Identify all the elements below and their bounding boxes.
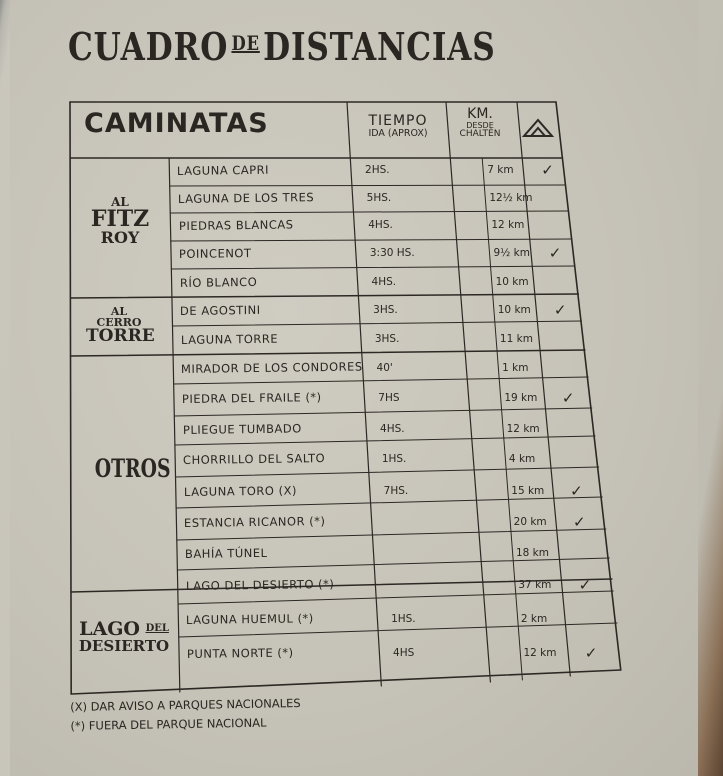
trail-km: 9½ km: [493, 247, 530, 259]
trail-time: 3HS.: [374, 333, 400, 345]
group-fitz-roy: [88, 196, 152, 246]
trail-name: BAHÍA TÚNEL: [184, 545, 268, 561]
trail-name: POINCENOT: [178, 245, 252, 261]
title-connector: DE: [231, 31, 260, 55]
header-km-sub1: DESDE: [466, 120, 494, 130]
row-line: [174, 377, 589, 384]
trail-time: 7HS.: [383, 484, 409, 497]
trail-km: 12 km: [506, 422, 540, 435]
trail-name: LAGUNA TORO (X): [183, 482, 297, 499]
campsite-check: ✓: [548, 244, 562, 262]
group-fitz-roy-line2: FITZ: [90, 206, 150, 232]
trail-time: 3:30 HS.: [369, 247, 415, 259]
trail-name: PLIEGUE TUMBADO: [182, 420, 302, 437]
trail-km: 15 km: [511, 484, 545, 497]
trail-name: MIRADOR DE LOS CONDORES: [181, 359, 364, 376]
row-line: [170, 211, 568, 213]
trail-km: 12 km: [523, 646, 557, 659]
trail-km: 20 km: [513, 516, 547, 528]
header-tiempo: [352, 114, 444, 139]
header-km: [446, 107, 514, 140]
header-tiempo-sub: IDA (APROX): [368, 127, 428, 139]
trail-name: ESTANCIA RICANOR (*): [184, 514, 326, 530]
group-cerro-torre-line2: CERRO: [96, 316, 142, 329]
trail-name: LAGUNA CAPRI: [177, 162, 270, 178]
trail-time: 4HS.: [371, 275, 397, 288]
row-line: [172, 321, 581, 326]
footnote-x: (X) DAR AVISO A PARQUES NACIONALES: [70, 695, 301, 714]
trail-km: 19 km: [504, 392, 538, 404]
tent-icon-shape: [524, 120, 552, 136]
trail-km: 2 km: [520, 612, 548, 625]
trail-km: 12½ km: [489, 191, 533, 204]
row-line: [178, 591, 613, 604]
header-caminatas: [84, 110, 269, 138]
row-line: [174, 408, 592, 416]
group-otros-line1: OTROS: [94, 454, 171, 483]
trail-name: RÍO BLANCO: [179, 274, 257, 290]
campsite-check: ✓: [572, 513, 586, 531]
group-fitz-roy-line3: ROY: [100, 228, 140, 247]
group-cerro-torre: [86, 305, 155, 346]
trail-name: LAGUNA TORRE: [180, 331, 278, 347]
trail-name: DE AGOSTINI: [180, 302, 261, 318]
header-km-label: KM.: [467, 106, 493, 122]
trail-time: 40': [376, 362, 393, 374]
trail-time: 7HS: [378, 392, 400, 404]
group-lago-line2: DESIERTO: [78, 637, 170, 655]
trail-name: PIEDRAS BLANCAS: [178, 217, 294, 233]
table-left-border: [70, 102, 71, 694]
row-line: [176, 467, 599, 477]
trail-time: 4HS.: [368, 219, 393, 231]
campsite-check: ✓: [584, 643, 598, 662]
campsite-check: ✓: [553, 301, 567, 319]
trail-name: LAGUNA HUEMUL (*): [186, 610, 315, 627]
trail-time: 2HS.: [365, 164, 390, 176]
footnotes: [70, 694, 301, 736]
trail-name: CHORRILLO DEL SALTO: [183, 451, 326, 467]
trail-time: 3HS.: [373, 304, 398, 316]
trail-km: 10 km: [495, 275, 529, 288]
trail-time: 4HS: [393, 646, 415, 659]
footnote-star: (*) FUERA DEL PARQUE NACIONAL: [70, 715, 267, 733]
group-fitz-roy-line1: AL: [111, 195, 129, 209]
group-separator: [70, 294, 578, 298]
trail-name: PIEDRA DEL FRAILE (*): [181, 390, 322, 406]
trail-km: 37 km: [518, 579, 552, 591]
trail-time: 1HS.: [381, 453, 407, 465]
trail-name: PUNTA NORTE (*): [186, 645, 294, 661]
header-tiempo-label: TIEMPO: [368, 113, 428, 129]
trail-time: 5HS.: [366, 191, 392, 204]
trail-km: 11 km: [499, 333, 533, 345]
table-bottom-border: [71, 670, 621, 694]
trail-time: 1HS.: [391, 612, 416, 625]
campsite-check: ✓: [561, 389, 575, 407]
campsite-check: ✓: [570, 481, 583, 500]
trail-km: 12 km: [491, 219, 525, 231]
trail-name: LAGO DEL DESIERTO (*): [185, 576, 335, 593]
col-group-border: [169, 158, 180, 692]
title-main: CUADRO: [68, 24, 229, 69]
row-line: [177, 529, 606, 540]
trail-name: LAGUNA DE LOS TRES: [177, 189, 315, 206]
tent-icon: [524, 120, 552, 136]
group-lago-del-desierto: [74, 620, 174, 654]
trail-km: 18 km: [515, 547, 549, 559]
row-line: [175, 436, 595, 445]
row-line: [171, 239, 572, 241]
trail-km: 1 km: [502, 362, 529, 374]
campsite-check: ✓: [541, 161, 554, 179]
header-km-sub2: CHALTÉN: [459, 129, 501, 140]
trail-km: 10 km: [497, 304, 531, 316]
title-end: DISTANCIAS: [263, 24, 496, 69]
row-line: [176, 497, 602, 508]
group-cerro-torre-line1: AL: [110, 305, 128, 318]
row-line: [171, 266, 575, 269]
group-separator: [71, 350, 585, 356]
group-otros: [86, 454, 171, 483]
trail-km: 4 km: [508, 453, 536, 465]
trail-time: 4HS.: [380, 422, 405, 435]
group-cerro-torre-line3: TORRE: [86, 326, 155, 346]
campsite-check: ✓: [578, 576, 592, 594]
group-lago-line1-del: DEL: [145, 623, 169, 634]
trail-km: 7 km: [487, 164, 514, 176]
group-lago-line1-main: LAGO: [79, 618, 140, 640]
header-caminatas-text: CAMINATAS: [84, 108, 269, 139]
row-line: [170, 185, 566, 186]
